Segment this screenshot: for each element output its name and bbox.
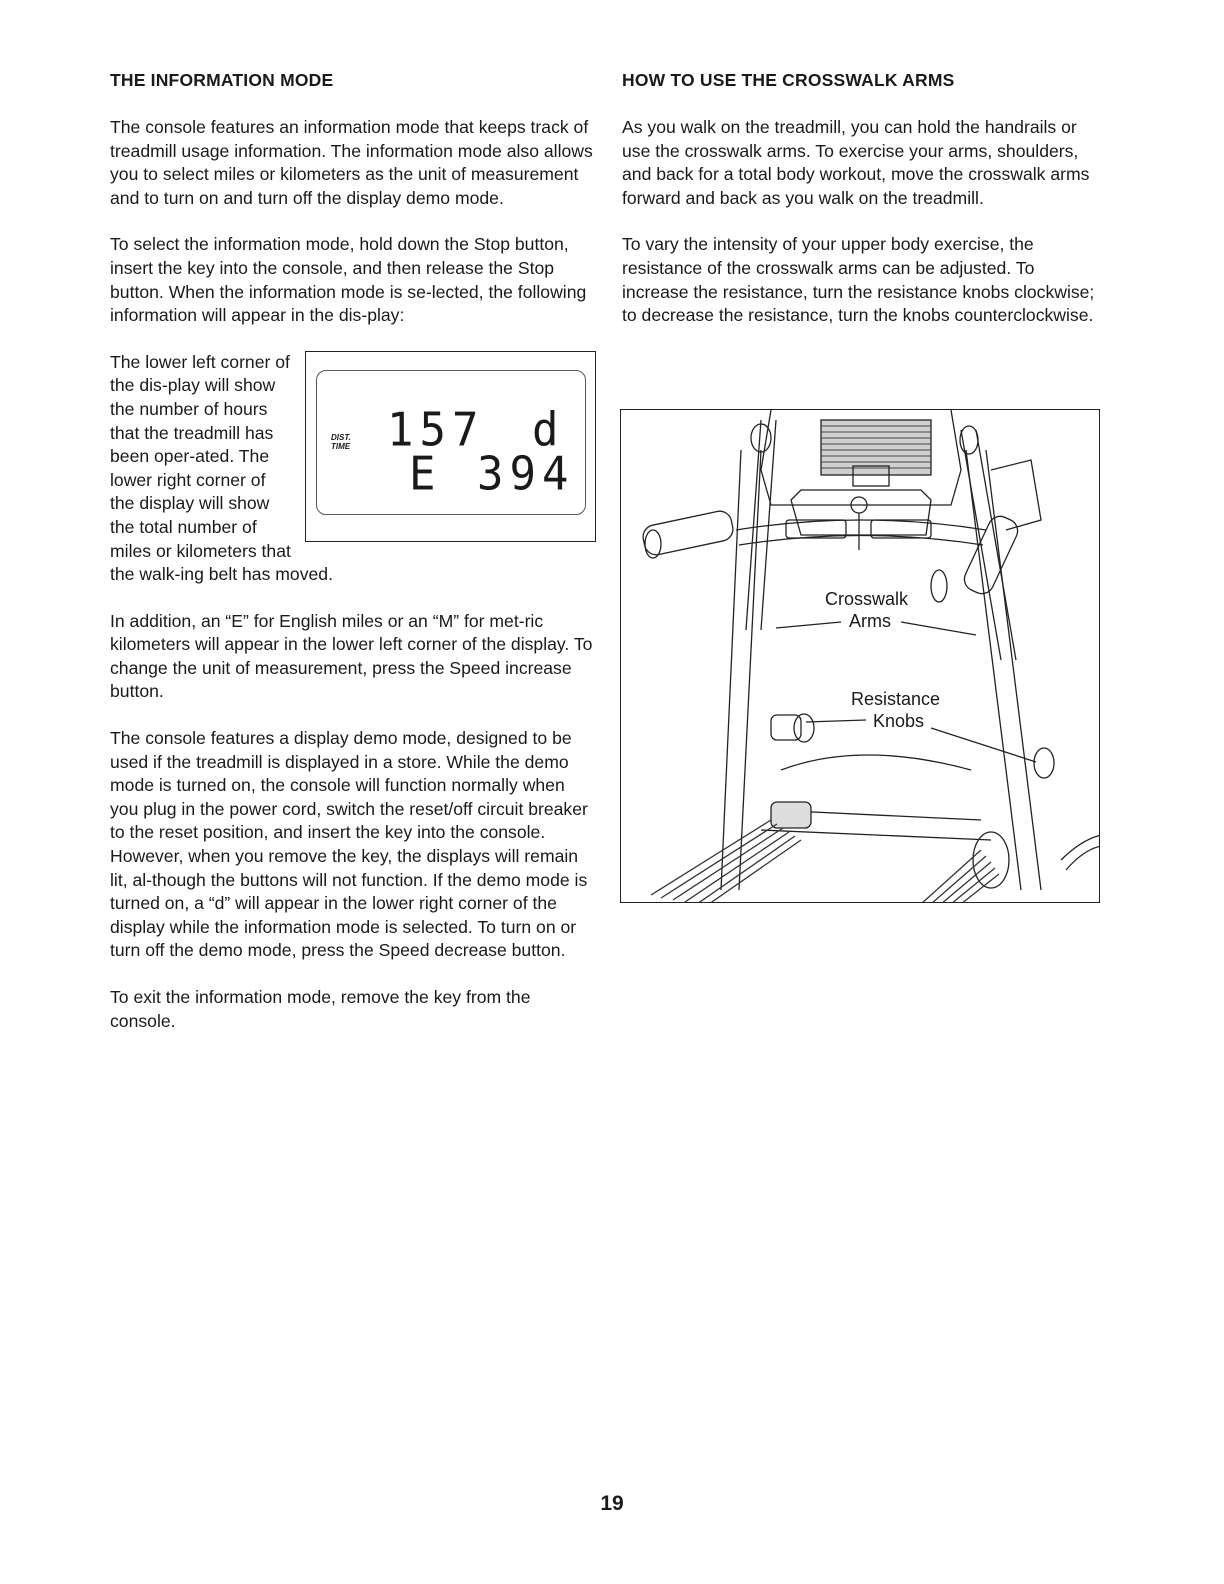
paragraph: To select the information mode, hold down the Stop button, insert the key into the console, and then release the Stop button. When the information mode is se-lected, the following information will appear in the dis-play: bbox=[110, 234, 587, 326]
paragraph: To exit the information mode, remove the key from the console. bbox=[110, 987, 531, 1031]
lcd-screen bbox=[316, 370, 586, 515]
label-resistance: Resistance bbox=[851, 689, 941, 709]
unit-indicator: E bbox=[409, 447, 442, 501]
paragraph: To vary the intensity of your upper body exercise, the resistance of the crosswalk arms can be adjusted. To increase the resistance, turn the resistance knobs clockwise; to decrease the resistance, turn the knobs counterclockwise. bbox=[622, 234, 1095, 326]
treadmill-drawing bbox=[621, 410, 1100, 903]
label-knobs: Knobs bbox=[873, 711, 925, 731]
dist-label: DIST. bbox=[331, 432, 351, 442]
paragraph: The console features a display demo mode, designed to be used if the treadmill is displayed in a store. While the demo mode is turned on, the console will function normally when you plug in the power cord, switch the reset/off circuit breaker to the reset position, and insert the key into the console. However, when you remove the key, the displays will remain lit, al-though the buttons will not function. If the demo mode is turned on, a “d” will appear in the lower right corner of the display while the information mode is selected. To turn on or turn off the demo mode, press the Speed decrease button. bbox=[110, 728, 588, 961]
label-crosswalk: Crosswalk bbox=[825, 589, 909, 609]
display-wrap-block bbox=[110, 351, 596, 587]
paragraph: The lower left corner of the dis-play will show the number of hours that the treadmill has been oper-ated. The lower right corner of the display will show the total number of miles or kilometers that the walk-ing belt has moved. bbox=[110, 351, 333, 585]
paragraph: The console features an information mode that keeps track of treadmill usage information. The information mode also allows you to select miles or kilometers as the unit of measurement and to turn on and turn off the display demo mode. bbox=[110, 117, 593, 208]
left-column bbox=[110, 66, 596, 1056]
console-display-illustration bbox=[305, 351, 596, 542]
distance-readout: 394 bbox=[477, 447, 575, 501]
page-number: 19 bbox=[600, 1492, 624, 1515]
section-heading-crosswalk-arms: HOW TO USE THE CROSSWALK ARMS bbox=[622, 70, 955, 90]
hours-readout: 157 bbox=[387, 403, 485, 457]
demo-indicator: d bbox=[532, 403, 565, 457]
right-column bbox=[622, 66, 1102, 351]
time-label: TIME bbox=[331, 441, 351, 451]
paragraph: In addition, an “E” for English miles or an “M” for met-ric kilometers will appear in the lower left corner of the display. To change the unit of measurement, press the Speed increase button. bbox=[110, 610, 593, 702]
section-heading-information-mode: THE INFORMATION MODE bbox=[110, 70, 334, 90]
paragraph: As you walk on the treadmill, you can hold the handrails or use the crosswalk arms. To exercise your arms, shoulders, and back for a total body workout, move the crosswalk arms forward and back as you walk on the treadmill. bbox=[622, 117, 1090, 208]
treadmill-crosswalk-figure bbox=[620, 409, 1100, 903]
label-arms: Arms bbox=[849, 611, 891, 631]
